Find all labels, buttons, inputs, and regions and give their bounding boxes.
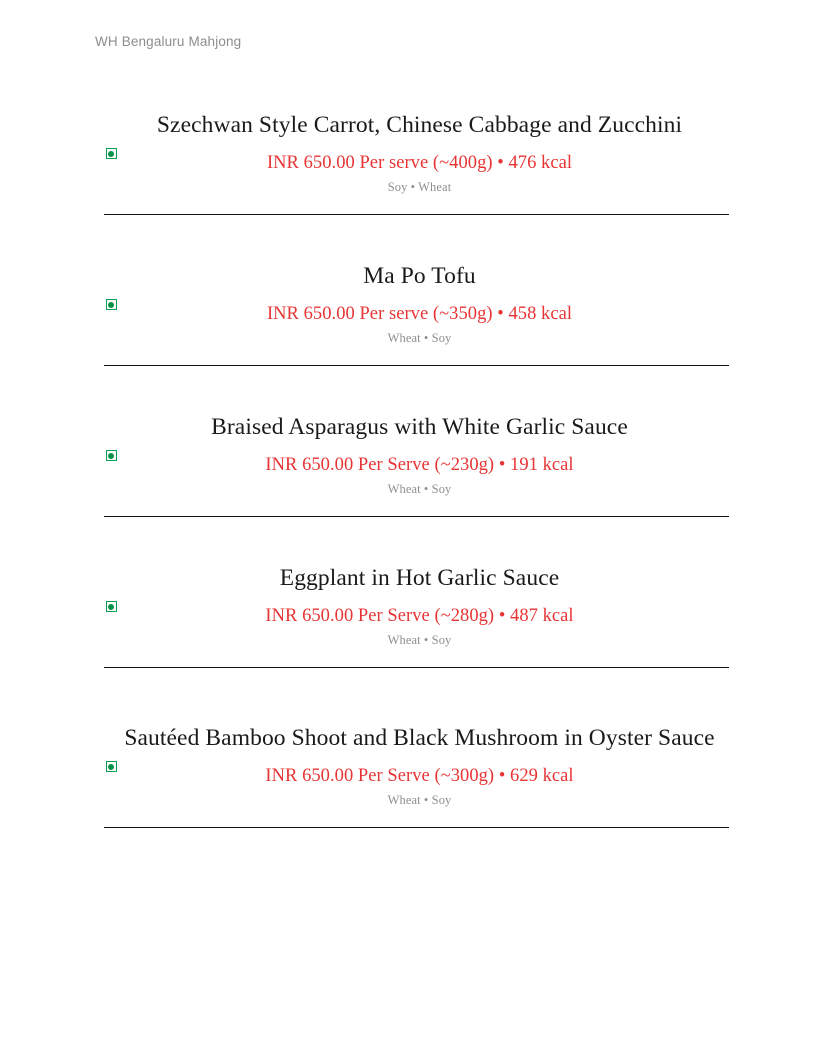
- vegetarian-icon-dot: [108, 764, 114, 770]
- veg-marker-column: [104, 299, 118, 310]
- menu-item-body: [104, 263, 729, 346]
- veg-marker-column: [104, 148, 118, 159]
- vegetarian-icon: [106, 299, 117, 310]
- vegetarian-icon: [106, 450, 117, 461]
- spacer: [104, 668, 729, 725]
- spacer: [104, 497, 729, 516]
- menu-item-title: Ma Po Tofu: [363, 263, 476, 290]
- vegetarian-icon: [106, 601, 117, 612]
- menu-item-divider: [104, 667, 729, 668]
- menu-item-body: [104, 565, 729, 648]
- spacer: [104, 195, 729, 214]
- menu-item-divider: [104, 214, 729, 215]
- menu-item-price: INR 650.00 Per serve (~350g) • 458 kcal: [266, 303, 573, 324]
- menu-item-allergens: Wheat • Soy: [387, 633, 452, 648]
- spacer: [104, 648, 729, 667]
- menu-item-title: Sautéed Bamboo Shoot and Black Mushroom in Oyster Sauce: [124, 725, 715, 752]
- menu-item-text: [118, 725, 729, 808]
- spacer: [104, 808, 729, 827]
- spacer: [104, 215, 729, 263]
- vegetarian-icon: [106, 761, 117, 772]
- menu-item-list: [104, 112, 729, 828]
- menu-item-text: [118, 112, 729, 195]
- menu-item-price: INR 650.00 Per Serve (~300g) • 629 kcal: [265, 766, 574, 787]
- menu-item-price: INR 650.00 Per Serve (~230g) • 191 kcal: [265, 454, 574, 475]
- veg-marker-column: [104, 761, 118, 772]
- spacer: [104, 366, 729, 414]
- menu-item-divider: [104, 827, 729, 828]
- menu-item-title: Braised Asparagus with White Garlic Sauce: [211, 414, 628, 441]
- menu-item-allergens: Soy • Wheat: [387, 179, 452, 194]
- menu-item-body: [104, 414, 729, 497]
- menu-item-text: [118, 263, 729, 346]
- menu-item-body: [104, 725, 729, 808]
- menu-item[interactable]: [104, 112, 729, 215]
- veg-marker-column: [104, 450, 118, 461]
- menu-item[interactable]: [104, 414, 729, 517]
- spacer: [104, 517, 729, 565]
- spacer: [104, 346, 729, 365]
- menu-item-allergens: Wheat • Soy: [387, 330, 452, 345]
- menu-item-divider: [104, 365, 729, 366]
- menu-item-allergens: Wheat • Soy: [387, 482, 452, 497]
- vegetarian-icon-dot: [108, 151, 114, 157]
- menu-item-price: INR 650.00 Per serve (~400g) • 476 kcal: [266, 152, 573, 173]
- menu-item-body: [104, 112, 729, 195]
- vegetarian-icon-dot: [108, 302, 114, 308]
- menu-item[interactable]: [104, 263, 729, 366]
- menu-item-title: Eggplant in Hot Garlic Sauce: [279, 565, 560, 592]
- vegetarian-icon: [106, 148, 117, 159]
- menu-item-text: [118, 565, 729, 648]
- veg-marker-column: [104, 601, 118, 612]
- menu-item-title: Szechwan Style Carrot, Chinese Cabbage and Zucchini: [156, 112, 683, 138]
- menu-item-price: INR 650.00 Per Serve (~280g) • 487 kcal: [265, 606, 574, 626]
- menu-item-divider: [104, 516, 729, 517]
- page-title: WH Bengaluru Mahjong: [95, 34, 242, 49]
- vegetarian-icon-dot: [108, 604, 114, 610]
- menu-item-text: [118, 414, 729, 497]
- menu-item[interactable]: [104, 725, 729, 828]
- vegetarian-icon-dot: [108, 453, 114, 459]
- menu-item-allergens: Wheat • Soy: [387, 793, 452, 808]
- menu-item[interactable]: [104, 565, 729, 668]
